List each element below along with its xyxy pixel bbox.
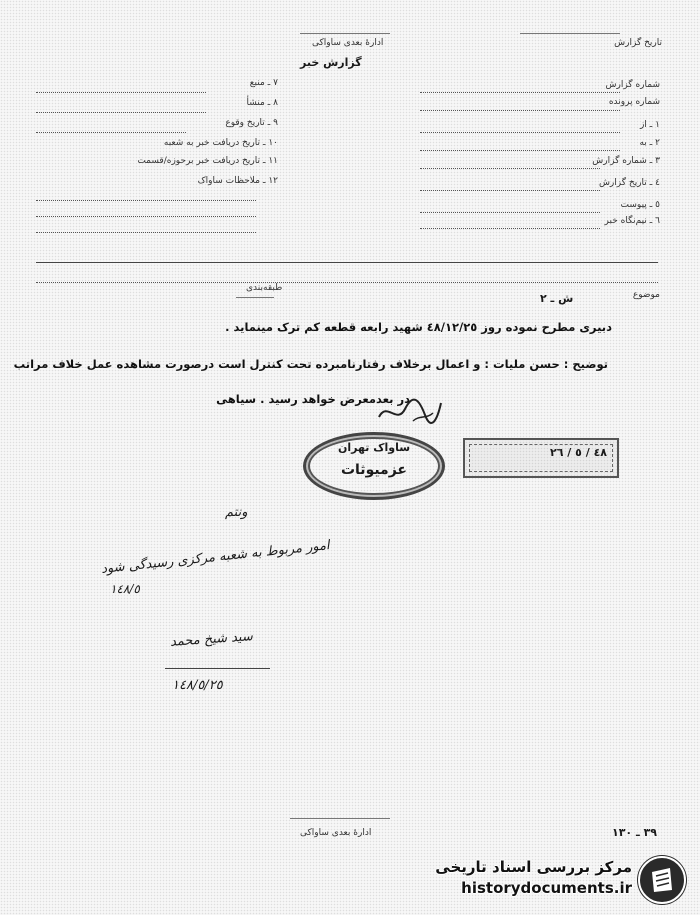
watermark bbox=[410, 852, 692, 908]
oval-stamp bbox=[303, 432, 445, 500]
field-label: شماره گزارش bbox=[605, 80, 660, 90]
registration-stamp bbox=[463, 438, 619, 478]
field-label: ٧ ـ منبع bbox=[249, 78, 278, 88]
field-label: ٢ ـ به bbox=[639, 138, 660, 148]
field-line bbox=[36, 216, 256, 217]
page-code: ٣٩ ـ ١٣٠ bbox=[612, 826, 658, 839]
field-line bbox=[36, 282, 658, 283]
oval-stamp-line1: ساواک تهران bbox=[337, 441, 411, 454]
field-line bbox=[36, 132, 186, 133]
footer-rule bbox=[290, 818, 390, 819]
field-label: ٣ ـ شماره گزارش bbox=[592, 156, 660, 166]
field-label: شماره پرونده bbox=[608, 97, 660, 107]
body-line: توضیح : حسن ملیات : و اعمال برخلاف رفتارنامبرده تحت کنترل است درصورت مشاهده عمل خلاف مراتب bbox=[13, 357, 608, 371]
handwritten-note: ١٤٨/٥/٢٥ bbox=[172, 678, 223, 693]
handwritten-note: ١٤٨/٥ bbox=[110, 582, 140, 596]
classification-rule bbox=[236, 297, 274, 298]
classification-label: طبقه‌بندی bbox=[246, 283, 283, 293]
oval-stamp-line2: عزمیوثات bbox=[340, 462, 407, 478]
field-label: ٤ ـ تاریخ گزارش bbox=[598, 178, 660, 188]
field-line bbox=[420, 212, 600, 213]
body-line: در بعدمعرض خواهد رسید . سیاهی bbox=[216, 392, 410, 406]
handwritten-rule bbox=[165, 668, 270, 669]
report-title: گزارش خبر bbox=[300, 56, 362, 69]
field-label: ٥ ـ پیوست bbox=[620, 200, 660, 210]
section-divider bbox=[36, 262, 658, 263]
handwritten-note: ونتم bbox=[225, 505, 248, 520]
watermark-name: مرکز بررسی اسناد تاریخی bbox=[435, 858, 632, 876]
field-line bbox=[36, 200, 256, 201]
field-label: ١ ـ از bbox=[639, 120, 660, 130]
field-line bbox=[420, 228, 600, 229]
header-rule bbox=[520, 33, 620, 34]
field-line bbox=[36, 92, 206, 93]
signature-1 bbox=[375, 395, 445, 427]
subject-code: ش ـ ٢ bbox=[540, 292, 574, 305]
field-line bbox=[420, 168, 600, 169]
body-line: دبیری مطرح نموده روز ٤٨/١٢/٢٥ شهید رابعه قطعه کم ترک مینماید . bbox=[225, 320, 612, 334]
footer-org-name: ادارهٔ بعدی ساواکی bbox=[300, 828, 372, 838]
field-line bbox=[420, 190, 600, 191]
field-line bbox=[420, 132, 620, 133]
field-label: ١١ ـ تاریخ دریافت خبر برحوزه/قسمت bbox=[137, 156, 278, 166]
field-label: ١٢ ـ ملاحظات ساواک bbox=[197, 176, 278, 186]
field-label: ١٠ ـ تاریخ دریافت خبر به شعبه bbox=[163, 138, 278, 148]
field-line bbox=[420, 92, 620, 93]
report-date-label: تاریخ گزارش bbox=[614, 38, 662, 48]
field-line bbox=[36, 232, 256, 233]
handwritten-note: سید شیخ محمد bbox=[169, 629, 254, 650]
field-label: ٩ ـ تاریخ وقوع bbox=[225, 118, 278, 128]
handwritten-note: امور مربوط به شعبه مرکزی رسیدگی شود bbox=[100, 538, 331, 577]
field-line bbox=[420, 150, 620, 151]
field-label: ٦ ـ نیم‌نگاه خبر bbox=[604, 216, 660, 226]
subject-label: موضوع bbox=[632, 290, 660, 300]
field-label: ٨ ـ منشأ bbox=[246, 98, 278, 108]
archive-logo-icon bbox=[638, 856, 686, 904]
org-name: ادارهٔ بعدی ساواکی bbox=[312, 38, 384, 48]
registration-stamp-number: ٤٨ / ٥ / ٢٦ bbox=[550, 446, 607, 459]
field-line bbox=[420, 110, 620, 111]
watermark-url: historydocuments.ir bbox=[461, 879, 632, 897]
field-line bbox=[36, 112, 206, 113]
header-rule bbox=[300, 33, 390, 34]
